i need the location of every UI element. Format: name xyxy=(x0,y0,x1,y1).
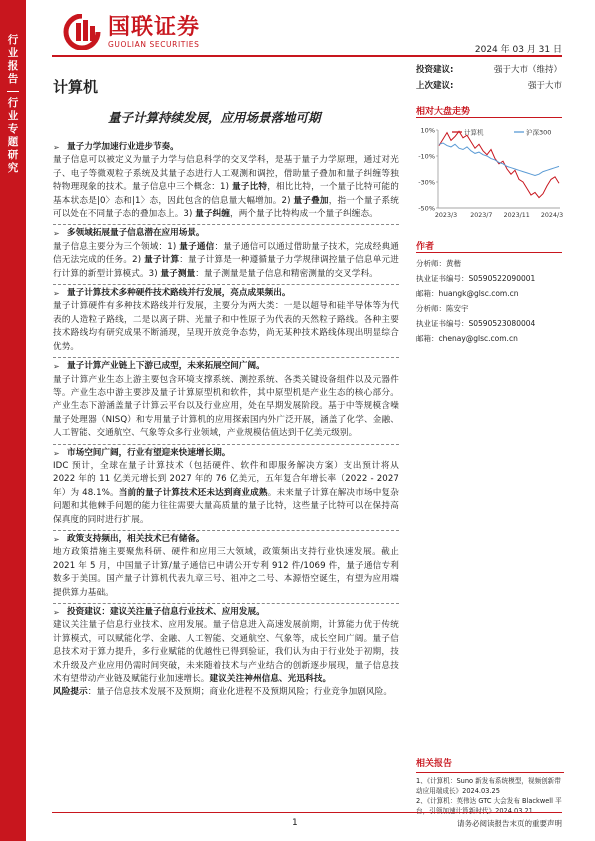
author-line: 分析师：陈安宇 xyxy=(416,304,469,313)
bullet-heading-text: 市场空间广阔，行业有望迎来快速增长期。 xyxy=(67,447,231,458)
sidebar-char: 题 xyxy=(7,136,19,148)
page-number: 1 xyxy=(292,818,298,828)
paragraph-text: ：量子通信可以通过借助量子技术，完成经典通信无法完成的任务。2) xyxy=(53,241,399,266)
paragraph-bold: 量子通信 xyxy=(179,241,215,252)
paragraph-bold: 量子纠缠 xyxy=(195,209,231,220)
risk-warning xyxy=(53,686,399,699)
paragraph-text: ：量子计算是一种遵循量子力学规律调控量子信息单元进行计算的新型计算模式。3) xyxy=(53,255,399,279)
related-report-link[interactable]: 2、《计算机：英伟达 GTC 大会发布 Blackwell 平台，引领加速计算新时代》2024.03.21 xyxy=(416,797,562,815)
authors-heading: 作者 xyxy=(416,242,435,252)
paragraph-text: 建议关注量子信息行业技术、应用发展。量子信息进入高速发展前期，计算能力优于传统计算模式，可以赋能化学、金融、人工智能、交通航空、气象等，成长空间广阔。量子信息技术对于算力提升，多行业赋能的优越性已得到验证，我们认为由于行业处于初期，技术升级及产业应用仍需时间突破，未来随着技术与产业结合的创新逐步展现，量子信息技术有望带动产业链及赋能行业加速增长。 xyxy=(53,620,399,685)
bullet-arrow-icon: ➢ xyxy=(53,229,60,239)
bullet-heading xyxy=(53,287,399,300)
risk-warning-label: 风险提示 xyxy=(53,687,88,698)
footer-disclaimer: 请务必阅读报告末页的重要声明 xyxy=(457,819,562,828)
related-reports xyxy=(416,756,564,816)
rating-previous xyxy=(416,79,562,91)
risk-warning-text: ：量子信息技术发展不及预期；商业化进程不及预期风险；行业竞争加剧风险。 xyxy=(87,687,393,698)
sidebar-char: 行 xyxy=(7,97,19,109)
paragraph-text: 。未来量子计算在解决市场中复杂问题和其他棘手问题的能力往往需要大量高质量的量子比特，这些量子比特可以在保持高保真度的同时进行扩展。 xyxy=(53,487,399,525)
sidebar-char: 研 xyxy=(7,149,19,161)
paragraph xyxy=(53,241,399,281)
report-title: 量子计算持续发展，应用场景落地可期 xyxy=(108,110,321,125)
bullet-heading-text: 政策支持频出，相关技术已有储备。 xyxy=(67,533,205,544)
bullet-arrow-icon: ➢ xyxy=(53,534,60,544)
chart-y-tick-label: -10% xyxy=(418,152,435,161)
chart-legend-label: 沪深300 xyxy=(526,128,552,137)
bullet-heading xyxy=(53,227,399,240)
author-line: 邮箱：huangk@glsc.com.cn xyxy=(416,289,519,298)
section-divider xyxy=(53,284,399,285)
report-date: 2024 年 03 月 31 日 xyxy=(474,45,562,55)
authors-heading-line xyxy=(416,252,562,253)
logo-name-en: GUOLIAN SECURITIES xyxy=(108,39,200,49)
bullet-heading xyxy=(53,533,399,546)
rating-previous-label: 上次建议: xyxy=(416,81,454,91)
paragraph-bold: 量子叠加 xyxy=(293,195,329,206)
footer-divider xyxy=(52,812,562,813)
bullet-arrow-icon: ➢ xyxy=(53,608,60,617)
paragraph-bold: 量子测量 xyxy=(160,268,196,279)
chart-legend-label: 计算机 xyxy=(464,128,484,137)
rating-current-value: 强于大市（维持） xyxy=(493,65,562,75)
sidebar-char: 专 xyxy=(7,123,19,135)
paragraph: 量子计算产业生态上游主要包含环境支撑系统、测控系统、各类关键设备组件以及元器件等。产业生态中游主要涉及量子计算原型机和软件，其中原型机是产业生态的核心部分。产业生态下游涵盖量子计算云平台以及行业应用，处在早期发展阶段。基于中等规模含噪量子处理器（NISQ）和专用量子计算机的应用探索国内外广泛开展，涵盖了化学、金融、人工智能、交通航空、气象等众多行业领域，产业规模估值达到千亿美元级别。 xyxy=(53,374,399,439)
paragraph-text: ：量子测量是量子信息和精密测量的交叉学科。 xyxy=(195,268,378,279)
paragraph-text: 量子信息可以被定义为量子力学与信息科学的交叉学科，是基于量子力学原理，通过对光子、电子等微观粒子系统及其量子态进行人工观测和调控，借助量子叠加和量子纠缠等独特物理现象的技术。量子信息中三个概念：1) xyxy=(53,155,399,193)
report-summary xyxy=(53,140,399,700)
bullet-heading xyxy=(53,606,399,619)
chart-x-tick-label: 2023/7 xyxy=(470,212,493,219)
paragraph-text: ，两个量子比特构成一个量子纠缠态。 xyxy=(230,209,378,220)
rating-previous-value: 强于大市 xyxy=(527,81,562,91)
logo-name-cn: 国联证券 xyxy=(108,14,201,40)
sidebar-char: 业 xyxy=(7,110,19,122)
chart-x-tick-label: 2024/3 xyxy=(540,212,564,219)
bullet-heading-text: 投资建议：建议关注量子信息行业技术、应用发展。 xyxy=(67,607,265,617)
sidebar-char: 究 xyxy=(7,162,19,174)
sidebar xyxy=(0,0,26,841)
chart-y-tick-label: -50% xyxy=(418,204,435,213)
header-divider xyxy=(52,55,562,57)
bullet-heading xyxy=(53,141,399,154)
bullet-arrow-icon: ➢ xyxy=(53,448,60,458)
chart-y-tick-label: -30% xyxy=(418,178,435,187)
author-line: 执业证书编号：S0590522090001 xyxy=(416,274,536,283)
chart-series-line xyxy=(439,143,559,176)
section-divider xyxy=(53,224,399,225)
paragraph xyxy=(53,619,399,686)
sidebar-divider xyxy=(7,86,19,92)
paragraph-text: ，指一个量子系统可以处在不同量子态的叠加态上。3) xyxy=(53,195,399,220)
bullet-arrow-icon: ➢ xyxy=(53,143,60,152)
sector-name: 计算机 xyxy=(53,78,99,96)
bullet-arrow-icon: ➢ xyxy=(53,362,60,372)
paragraph: 地方政策措施主要聚焦科研、硬件和应用三大领域，政策频出支持行业快速发展。截止 2021 年 5 月，中国量子计算/量子通信已申请公开专利 912 件/1069 件，量子通信专利数多于美国。国产量子计算机代表九章三号、祖冲之二号、本源悟空诞生，有望为应用端提供算力基础。 xyxy=(53,547,399,598)
relative-performance-chart xyxy=(412,122,564,230)
chart-x-tick-label: 2023/3 xyxy=(434,212,458,219)
paragraph: 量子计算硬件有多种技术路线并行发展，主要分为两大类：一是以超导和硅半导体等为代表的人造粒子路线，二是以离子阱、光量子和中性原子为代表的天然粒子路线。各种主要技术路线均有研究成果不断涌现，呈现开放竞争态势，尚无某种技术路线体现出明显综合优势。 xyxy=(53,301,399,352)
section-divider xyxy=(53,444,399,445)
logo-mark-icon xyxy=(62,14,102,50)
section-divider xyxy=(53,530,399,531)
author-line: 执业证书编号：S0590523080004 xyxy=(416,319,536,328)
chart-series-line xyxy=(439,131,559,197)
bullet-heading-text: 多领域拓展量子信息潜在应用场景。 xyxy=(67,228,205,239)
chart-x-tick-label: 2023/11 xyxy=(503,212,530,219)
paragraph-text: IDC 预计，全球在量子计算技术（包括硬件、软件和即服务解决方案）支出预计将从 2022 年的 11 亿美元增长到 2027 年的 76 亿美元，五年复合年增长率（2022 - 2027 年）为 48.1%。 xyxy=(53,460,399,498)
section-divider xyxy=(53,357,399,358)
bullet-arrow-icon: ➢ xyxy=(53,289,60,299)
sidebar-char: 行 xyxy=(7,34,19,46)
bullet-heading xyxy=(53,360,399,373)
rating-current xyxy=(416,63,562,75)
sidebar-char: 报 xyxy=(7,60,19,72)
related-report-link[interactable]: 1、《计算机：Suno 新发布系统模型，视频创新带动应用端成长》2024.03.25 xyxy=(416,777,561,795)
related-reports-line xyxy=(416,772,564,773)
company-logo xyxy=(62,14,200,50)
paragraph-text: 量子信息主要分为三个领域：1) xyxy=(53,241,180,252)
chart-heading-line xyxy=(416,117,562,118)
paragraph-text: ，相比比特，一个量子比特可能的基本状态是|0〉态和|1〉态，因此包含的信息量大幅增加。2) xyxy=(53,182,399,206)
chart-y-tick-label: 10% xyxy=(420,126,435,135)
bullet-heading-text: 量子计算产业链上下游已成型，未来拓展空间广阔。 xyxy=(67,361,265,372)
paragraph xyxy=(53,460,399,527)
author-line: 邮箱：chenay@glsc.com.cn xyxy=(416,334,518,343)
bullet-heading xyxy=(53,447,399,460)
sidebar-char: 告 xyxy=(7,73,19,85)
author-line: 分析师：黄楷 xyxy=(416,259,461,268)
paragraph-bold: 量子计算 xyxy=(144,255,180,266)
performance-chart-svg xyxy=(412,122,564,230)
rating-current-label: 投资建议: xyxy=(416,65,454,75)
chart-heading: 相对大盘走势 xyxy=(416,107,471,117)
related-reports-heading: 相关报告 xyxy=(416,759,453,769)
bullet-heading-text: 量子计算技术多种硬件技术路线并行发展，亮点成果频出。 xyxy=(67,288,291,299)
section-divider xyxy=(53,603,399,604)
sidebar-char: 业 xyxy=(7,47,19,59)
paragraph xyxy=(53,154,399,221)
paragraph-bold: 量子比特 xyxy=(232,182,268,193)
bullet-heading-text: 量子力学加速行业进步节奏。 xyxy=(67,142,179,152)
paragraph-bold: 建议关注神州信息、光迅科技。 xyxy=(209,674,332,685)
paragraph-bold: 当前的量子计算技术还未达到商业成熟 xyxy=(118,487,268,498)
sidebar-label xyxy=(3,34,23,175)
